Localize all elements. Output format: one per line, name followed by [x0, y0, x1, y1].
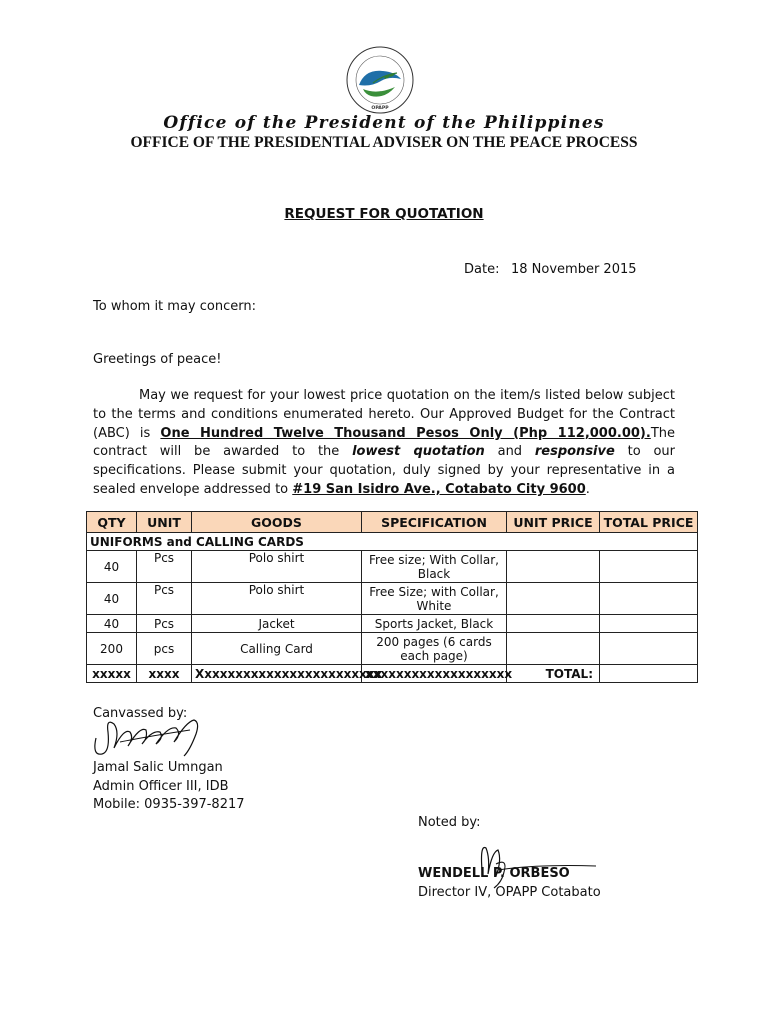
canvasser-title: Admin Officer III, IDB	[93, 779, 229, 794]
col-header-goods: GOODS	[192, 512, 362, 533]
unit-price-cell	[507, 615, 600, 633]
quotation-table	[86, 511, 698, 683]
section-label: UNIFORMS and CALLING CARDS	[87, 533, 698, 551]
table-row	[87, 551, 698, 583]
col-header-unit: UNIT	[137, 512, 192, 533]
opapp-logo	[337, 45, 423, 115]
spec-cell: xxxxxxxxxxxxxxxxxxx	[362, 665, 507, 683]
table-header-row	[87, 512, 698, 533]
unit-price-cell	[507, 583, 600, 615]
unit-cell: Pcs	[137, 583, 192, 615]
col-header-unit-price: UNIT PRICE	[507, 512, 600, 533]
goods-cell: Polo shirt	[192, 583, 362, 615]
date-line	[464, 262, 637, 277]
table-total-row	[87, 665, 698, 683]
total-price-cell	[600, 551, 698, 583]
unit-price-cell	[507, 633, 600, 665]
greeting: Greetings of peace!	[93, 352, 222, 367]
delivery-address: #19 San Isidro Ave., Cotabato City 9600	[292, 481, 586, 497]
qty-cell: xxxxx	[87, 665, 137, 683]
canvasser-signature	[90, 712, 210, 764]
goods-cell: Polo shirt	[192, 551, 362, 583]
unit-cell: pcs	[137, 633, 192, 665]
spec-cell: 200 pages (6 cards each page)	[362, 633, 507, 665]
date-value: 18 November 2015	[511, 262, 637, 277]
total-price-cell	[600, 583, 698, 615]
unit-cell: Pcs	[137, 551, 192, 583]
svg-text:OPAPP: OPAPP	[371, 106, 389, 111]
abc-amount: One Hundred Twelve Thousand Pesos Only (Php 112,000.00).	[160, 425, 651, 441]
qty-cell: 40	[87, 551, 137, 583]
goods-cell: Xxxxxxxxxxxxxxxxxxxxxxxx	[192, 665, 362, 683]
table-row	[87, 633, 698, 665]
goods-cell: Jacket	[192, 615, 362, 633]
spec-cell: Free size; With Collar, Black	[362, 551, 507, 583]
salutation: To whom it may concern:	[93, 299, 256, 314]
noter-title: Director IV, OPAPP Cotabato	[418, 885, 601, 900]
canvasser-mobile: Mobile: 0935-397-8217	[93, 797, 245, 812]
body-paragraph: May we request for your lowest price quotation on the item/s listed below subject to the terms and conditions enumerated hereto. Our Approved Budget for the Contract (ABC) is One Hundred Twelve Thousand Pesos Only (Php 112,000.00).The contract will be awarded to the lowest quotation and responsive to our specifications. Please submit your quotation, duly signed by your representative in a sealed envelope addressed to #19 San Isidro Ave., Cotabato City 9600.	[93, 388, 676, 497]
office-script-heading: Office of the President of the Philippines	[163, 113, 605, 133]
canvasser-name: Jamal Salic Umngan	[93, 760, 223, 775]
grand-total-cell	[600, 665, 698, 683]
col-header-qty: QTY	[87, 512, 137, 533]
office-name-heading: OFFICE OF THE PRESIDENTIAL ADVISER ON THE PEACE PROCESS	[130, 134, 638, 151]
table-row	[87, 615, 698, 633]
qty-cell: 40	[87, 615, 137, 633]
canvassed-by-label: Canvassed by:	[93, 706, 188, 721]
date-label: Date:	[464, 262, 500, 277]
total-price-cell	[600, 615, 698, 633]
col-header-specification: SPECIFICATION	[362, 512, 507, 533]
col-header-total-price: TOTAL PRICE	[600, 512, 698, 533]
total-label: TOTAL:	[507, 665, 600, 683]
unit-cell: Pcs	[137, 615, 192, 633]
goods-cell: Calling Card	[192, 633, 362, 665]
noter-signature	[468, 830, 598, 892]
qty-cell: 40	[87, 583, 137, 615]
table-section-row	[87, 533, 698, 551]
noter-name: WENDELL P. ORBESO	[418, 866, 570, 881]
unit-price-cell	[507, 551, 600, 583]
unit-cell: xxxx	[137, 665, 192, 683]
qty-cell: 200	[87, 633, 137, 665]
total-price-cell	[600, 633, 698, 665]
spec-cell: Free Size; with Collar, White	[362, 583, 507, 615]
spec-cell: Sports Jacket, Black	[362, 615, 507, 633]
noted-by-label: Noted by:	[418, 815, 481, 830]
document-title: REQUEST FOR QUOTATION	[284, 206, 484, 222]
table-row	[87, 583, 698, 615]
